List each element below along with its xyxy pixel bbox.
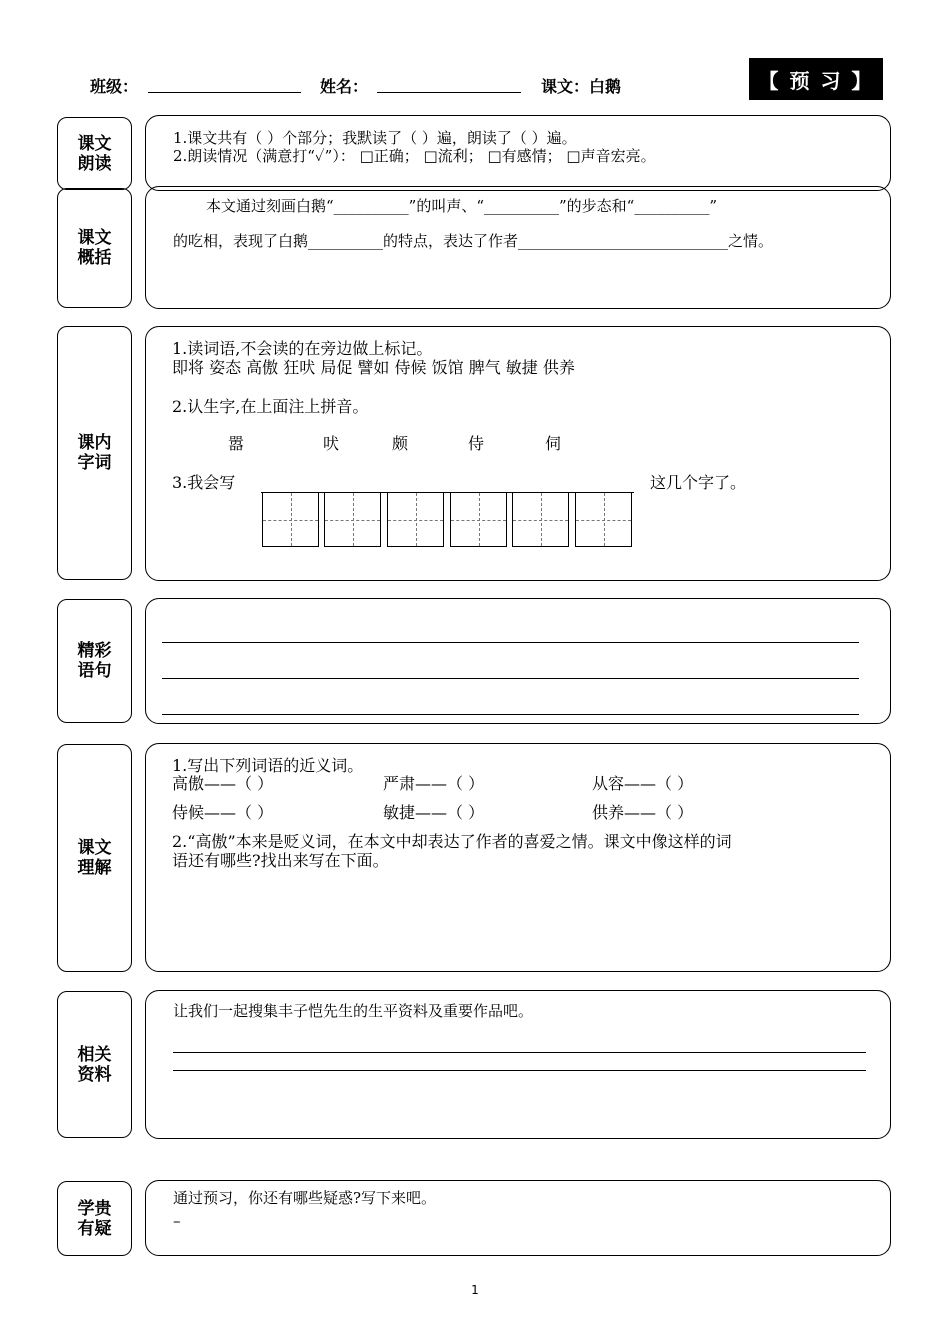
writing-line[interactable] — [173, 1070, 866, 1071]
writing-line[interactable] — [162, 678, 859, 679]
section-label-materials: 相关 资料 — [57, 991, 132, 1138]
char-2: 吠 — [323, 434, 340, 453]
questions-prompt: 通过预习，你还有哪些疑惑?写下来吧。 — [173, 1189, 437, 1207]
class-label: 班级： — [90, 77, 139, 96]
name-label: 姓名： — [320, 77, 369, 96]
summary-line-2: 的吃相，表现了白鹅__________的特点，表达了作者____________________________之情。 — [173, 232, 774, 250]
writing-cell[interactable] — [324, 492, 381, 547]
section-label-reading: 课文 朗读 — [57, 117, 132, 190]
understanding-q2-line2: 语还有哪些?找出来写在下面。 — [172, 851, 389, 870]
reading-line-2: 2.朗读情况（满意打“✓”）： □正确； □流利； □有感情； □声音宏亮。 — [173, 147, 656, 165]
char-3: 颇 — [392, 434, 409, 453]
section-label-summary: 课文 概括 — [57, 188, 132, 308]
questions-dash: – — [173, 1212, 181, 1230]
preview-badge: 【 预 习 】 — [749, 58, 883, 100]
lesson-label: 课文：白鹅 — [541, 77, 622, 96]
words-q3: 3.我会写 — [172, 473, 236, 492]
sentences-box — [145, 598, 891, 724]
name-blank[interactable] — [377, 92, 521, 93]
synonym-1: 高傲——（ ） — [172, 774, 274, 793]
section-label-questions: 学贵 有疑 — [57, 1181, 132, 1256]
words-q2: 2.认生字,在上面注上拼音。 — [172, 397, 369, 416]
writing-cell[interactable] — [387, 492, 444, 547]
writing-cell[interactable] — [450, 492, 507, 547]
materials-prompt: 让我们一起搜集丰子恺先生的生平资料及重要作品吧。 — [173, 1002, 534, 1020]
page-number: 1 — [471, 1283, 479, 1297]
summary-line-1: 本文通过刻画白鹅“__________”的叫声、“__________”的步态和“__________” — [206, 197, 718, 215]
section-label-words: 课内 字词 — [57, 326, 132, 580]
writing-line[interactable] — [162, 642, 859, 643]
synonym-4: 侍候——（ ） — [172, 803, 274, 822]
words-list: 即将 姿态 高傲 狂吠 局促 譬如 侍候 饭馆 脾气 敏捷 供养 — [172, 358, 575, 377]
understanding-q2-line1: 2.“高傲”本来是贬义词，在本文中却表达了作者的喜爱之情。课文中像这样的词 — [172, 832, 732, 851]
understanding-q1: 1.写出下列词语的近义词。 — [172, 756, 364, 775]
words-q3-tail: 这几个字了。 — [650, 473, 747, 492]
reading-line-1: 1.课文共有（ ）个部分；我默读了（ ）遍，朗读了（ ）遍。 — [173, 129, 577, 147]
writing-cell[interactable] — [512, 492, 569, 547]
synonym-3: 从容——（ ） — [592, 774, 694, 793]
class-blank[interactable] — [148, 92, 301, 93]
writing-line[interactable] — [173, 1052, 866, 1053]
writing-line[interactable] — [162, 714, 859, 715]
writing-cell[interactable] — [575, 492, 632, 547]
synonym-5: 敏捷——（ ） — [383, 803, 485, 822]
char-5: 伺 — [545, 434, 562, 453]
char-4: 侍 — [468, 434, 485, 453]
section-label-understanding: 课文 理解 — [57, 744, 132, 972]
words-q1: 1.读词语,不会读的在旁边做上标记。 — [172, 339, 433, 358]
char-1: 嚣 — [228, 434, 245, 453]
writing-cell[interactable] — [262, 492, 319, 547]
section-label-sentences: 精彩 语句 — [57, 599, 132, 723]
synonym-2: 严肃——（ ） — [383, 774, 485, 793]
synonym-6: 供养——（ ） — [592, 803, 694, 822]
